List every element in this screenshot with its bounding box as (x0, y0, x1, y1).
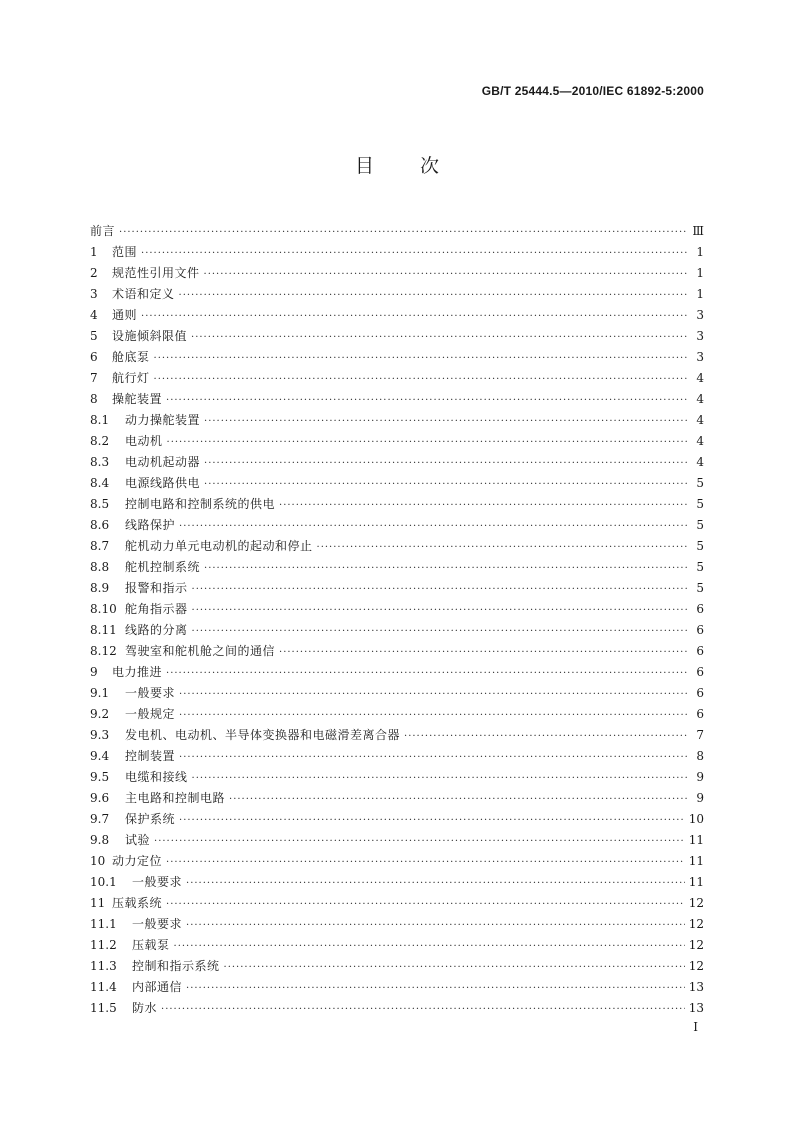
toc-dot-leader (229, 789, 688, 810)
toc-entry[interactable] (90, 935, 704, 956)
toc-entry-number: 1 (90, 245, 98, 259)
toc-entry-number: 11.2 (90, 938, 117, 952)
toc-entry-page: 1 (696, 266, 704, 280)
toc-entry-title: 设施倾斜限值 (112, 329, 188, 343)
toc-entry[interactable] (90, 557, 704, 578)
toc-entry-page: 13 (688, 1001, 704, 1015)
toc-entry[interactable] (90, 305, 704, 326)
toc-dot-leader (192, 579, 688, 600)
toc-entry-page: 6 (696, 602, 704, 616)
toc-entry-title: 范围 (112, 245, 138, 259)
toc-dot-leader (279, 495, 688, 516)
toc-entry[interactable] (90, 809, 704, 830)
toc-dot-leader (179, 516, 688, 537)
toc-entry-number: 11.5 (90, 1001, 117, 1015)
toc-entry-page: 4 (696, 434, 704, 448)
toc-entry-page: 9 (696, 770, 704, 784)
toc-entry-number: 9.2 (90, 707, 110, 721)
toc-entry-title: 一般要求 (132, 875, 183, 889)
toc-entry[interactable] (90, 914, 704, 935)
toc-entry-number: 8.12 (90, 644, 117, 658)
toc-entry-title: 前言 (90, 224, 116, 238)
toc-entry-page: 4 (696, 413, 704, 427)
toc-entry[interactable] (90, 704, 704, 725)
toc-entry[interactable] (90, 767, 704, 788)
toc-dot-leader (174, 936, 685, 957)
toc-entry-title: 电缆和接线 (125, 770, 188, 784)
toc-entry-number: 8.4 (90, 476, 110, 490)
toc-dot-leader (204, 411, 688, 432)
toc-entry-number: 8.7 (90, 539, 110, 553)
toc-entry-number: 8.10 (90, 602, 117, 616)
toc-dot-leader (119, 222, 688, 243)
toc-entry[interactable] (90, 788, 704, 809)
toc-entry[interactable] (90, 431, 704, 452)
toc-entry-title: 电动机起动器 (125, 455, 201, 469)
toc-entry-title: 动力定位 (112, 854, 163, 868)
toc-entry-number: 8.3 (90, 455, 110, 469)
toc-entry-title: 电源线路供电 (125, 476, 201, 490)
toc-entry-title: 主电路和控制电路 (125, 791, 226, 805)
toc-dot-leader (192, 600, 688, 621)
toc-entry-page: 10 (688, 812, 704, 826)
toc-entry-page: 3 (696, 350, 704, 364)
toc-entry[interactable] (90, 893, 704, 914)
toc-dot-leader (179, 705, 688, 726)
toc-entry-number: 10.1 (90, 875, 117, 889)
toc-entry-page: 12 (688, 917, 704, 931)
toc-entry-page: 3 (696, 308, 704, 322)
toc-entry-title: 操舵装置 (112, 392, 163, 406)
toc-entry[interactable] (90, 641, 704, 662)
toc-entry-page: 12 (688, 959, 704, 973)
toc-entry-title: 一般规定 (125, 707, 176, 721)
page-title (0, 151, 794, 178)
toc-entry[interactable] (90, 389, 704, 410)
toc-entry[interactable] (90, 410, 704, 431)
toc-entry-title: 通则 (112, 308, 138, 322)
toc-entry-title: 舵机动力单元电动机的起动和停止 (125, 539, 313, 553)
toc-entry[interactable] (90, 368, 704, 389)
toc-entry-title: 压载系统 (112, 896, 163, 910)
toc-entry-page: 4 (696, 371, 704, 385)
toc-entry-number: 3 (90, 287, 98, 301)
toc-entry-title: 控制装置 (125, 749, 176, 763)
toc-entry-title: 内部通信 (132, 980, 183, 994)
toc-entry-number: 2 (90, 266, 98, 280)
toc-dot-leader (186, 978, 685, 999)
toc-dot-leader (404, 726, 688, 747)
toc-entry-number: 9.7 (90, 812, 110, 826)
table-of-contents (90, 221, 704, 1019)
toc-entry-title: 控制电路和控制系统的供电 (125, 497, 276, 511)
toc-entry-page: 4 (696, 392, 704, 406)
toc-entry-title: 发电机、电动机、半导体变换器和电磁滑差离合器 (125, 728, 401, 742)
toc-entry[interactable] (90, 263, 704, 284)
toc-entry-title: 电力推进 (112, 665, 163, 679)
toc-entry[interactable] (90, 284, 704, 305)
toc-entry-page: 11 (688, 854, 704, 868)
toc-entry-title: 航行灯 (112, 371, 150, 385)
toc-entry-title: 规范性引用文件 (112, 266, 200, 280)
toc-dot-leader (154, 831, 685, 852)
toc-entry-number: 7 (90, 371, 98, 385)
toc-entry-page: 6 (696, 665, 704, 679)
toc-entry-page: 6 (696, 644, 704, 658)
toc-entry-number: 9 (90, 665, 98, 679)
toc-entry-page: 3 (696, 329, 704, 343)
toc-entry-page: 6 (696, 707, 704, 721)
toc-entry-page: 5 (696, 581, 704, 595)
toc-entry-number: 8.8 (90, 560, 110, 574)
toc-entry-title: 一般要求 (125, 686, 176, 700)
toc-entry-title: 试验 (125, 833, 151, 847)
toc-entry[interactable] (90, 683, 704, 704)
toc-dot-leader (161, 999, 685, 1020)
toc-entry-page: Ⅲ (692, 224, 704, 238)
toc-entry-title: 舵角指示器 (125, 602, 188, 616)
toc-entry-number: 4 (90, 308, 98, 322)
toc-dot-leader (192, 768, 688, 789)
toc-entry-page: 6 (696, 623, 704, 637)
toc-dot-leader (179, 747, 688, 768)
toc-dot-leader (141, 306, 688, 327)
toc-entry-number: 8.6 (90, 518, 110, 532)
toc-entry-page: 13 (688, 980, 704, 994)
toc-entry-number: 8.9 (90, 581, 110, 595)
toc-entry-title: 保护系统 (125, 812, 176, 826)
toc-entry-number: 10 (90, 854, 106, 868)
toc-entry-number: 11.1 (90, 917, 117, 931)
toc-entry[interactable] (90, 473, 704, 494)
toc-entry-title: 线路保护 (125, 518, 176, 532)
toc-dot-leader (141, 243, 688, 264)
toc-entry[interactable] (90, 725, 704, 746)
toc-entry-page: 5 (696, 497, 704, 511)
toc-dot-leader (279, 642, 688, 663)
toc-dot-leader (179, 684, 688, 705)
toc-entry-title: 电动机 (125, 434, 163, 448)
toc-entry-number: 5 (90, 329, 98, 343)
toc-entry-page: 6 (696, 686, 704, 700)
toc-dot-leader (166, 390, 688, 411)
toc-dot-leader (186, 915, 685, 936)
toc-entry-number: 11 (90, 896, 106, 910)
toc-entry-title: 压载泵 (132, 938, 170, 952)
toc-entry-page: 8 (696, 749, 704, 763)
toc-entry-page: 4 (696, 455, 704, 469)
toc-entry[interactable] (90, 830, 704, 851)
toc-entry[interactable] (90, 872, 704, 893)
toc-entry-page: 11 (688, 875, 704, 889)
toc-entry[interactable] (90, 242, 704, 263)
toc-entry-number: 8.2 (90, 434, 110, 448)
toc-dot-leader (179, 285, 688, 306)
standard-number-header: GB/T 25444.5—2010/IEC 61892-5:2000 (481, 84, 704, 98)
toc-entry[interactable] (90, 977, 704, 998)
toc-entry-title: 控制和指示系统 (132, 959, 220, 973)
toc-entry[interactable] (90, 347, 704, 368)
toc-dot-leader (192, 621, 688, 642)
toc-entry-title: 驾驶室和舵机舱之间的通信 (125, 644, 276, 658)
toc-entry-title: 动力操舵装置 (125, 413, 201, 427)
toc-entry[interactable] (90, 221, 704, 242)
toc-entry-page: 12 (688, 938, 704, 952)
toc-entry[interactable] (90, 494, 704, 515)
toc-entry-page: 5 (696, 476, 704, 490)
toc-entry-number: 9.6 (90, 791, 110, 805)
toc-entry-page: 1 (696, 287, 704, 301)
toc-dot-leader (204, 264, 688, 285)
toc-entry[interactable] (90, 515, 704, 536)
toc-entry-number: 11.3 (90, 959, 117, 973)
toc-entry[interactable] (90, 599, 704, 620)
toc-entry-page: 1 (696, 245, 704, 259)
toc-entry-number: 8.5 (90, 497, 110, 511)
toc-entry[interactable] (90, 998, 704, 1019)
toc-dot-leader (166, 663, 688, 684)
toc-entry-number: 11.4 (90, 980, 117, 994)
toc-dot-leader (191, 327, 688, 348)
toc-entry[interactable] (90, 662, 704, 683)
toc-entry-title: 舵机控制系统 (125, 560, 201, 574)
toc-entry-title: 报警和指示 (125, 581, 188, 595)
toc-entry-page: 11 (688, 833, 704, 847)
toc-dot-leader (204, 558, 688, 579)
toc-entry-page: 7 (696, 728, 704, 742)
toc-entry-number: 9.4 (90, 749, 110, 763)
toc-entry[interactable] (90, 452, 704, 473)
page-number-footer: Ⅰ (693, 1020, 698, 1034)
toc-dot-leader (204, 474, 688, 495)
toc-dot-leader (204, 453, 688, 474)
toc-dot-leader (166, 894, 685, 915)
toc-entry[interactable] (90, 620, 704, 641)
toc-dot-leader (317, 537, 688, 558)
toc-entry-number: 6 (90, 350, 98, 364)
toc-entry-title: 线路的分离 (125, 623, 188, 637)
toc-entry-title: 一般要求 (132, 917, 183, 931)
toc-entry-number: 9.1 (90, 686, 110, 700)
page-title-char-1: 目 (354, 155, 374, 177)
toc-dot-leader (154, 369, 688, 390)
toc-entry-page: 5 (696, 539, 704, 553)
toc-entry-title: 舱底泵 (112, 350, 150, 364)
toc-entry[interactable] (90, 536, 704, 557)
toc-entry[interactable] (90, 956, 704, 977)
toc-dot-leader (166, 852, 685, 873)
toc-dot-leader (179, 810, 685, 831)
toc-entry-number: 9.8 (90, 833, 110, 847)
toc-entry-number: 8.1 (90, 413, 110, 427)
toc-entry-number: 9.5 (90, 770, 110, 784)
toc-dot-leader (186, 873, 685, 894)
toc-entry-number: 8.11 (90, 623, 117, 637)
toc-entry-page: 12 (688, 896, 704, 910)
toc-dot-leader (154, 348, 688, 369)
toc-entry[interactable] (90, 851, 704, 872)
toc-entry-page: 5 (696, 560, 704, 574)
toc-entry[interactable] (90, 746, 704, 767)
toc-entry[interactable] (90, 326, 704, 347)
toc-entry-number: 9.3 (90, 728, 110, 742)
toc-dot-leader (167, 432, 688, 453)
toc-entry-title: 术语和定义 (112, 287, 175, 301)
toc-entry[interactable] (90, 578, 704, 599)
toc-entry-title: 防水 (132, 1001, 158, 1015)
page-title-char-2: 次 (420, 155, 440, 177)
toc-entry-page: 9 (696, 791, 704, 805)
toc-entry-number: 8 (90, 392, 98, 406)
toc-dot-leader (224, 957, 685, 978)
toc-entry-page: 5 (696, 518, 704, 532)
